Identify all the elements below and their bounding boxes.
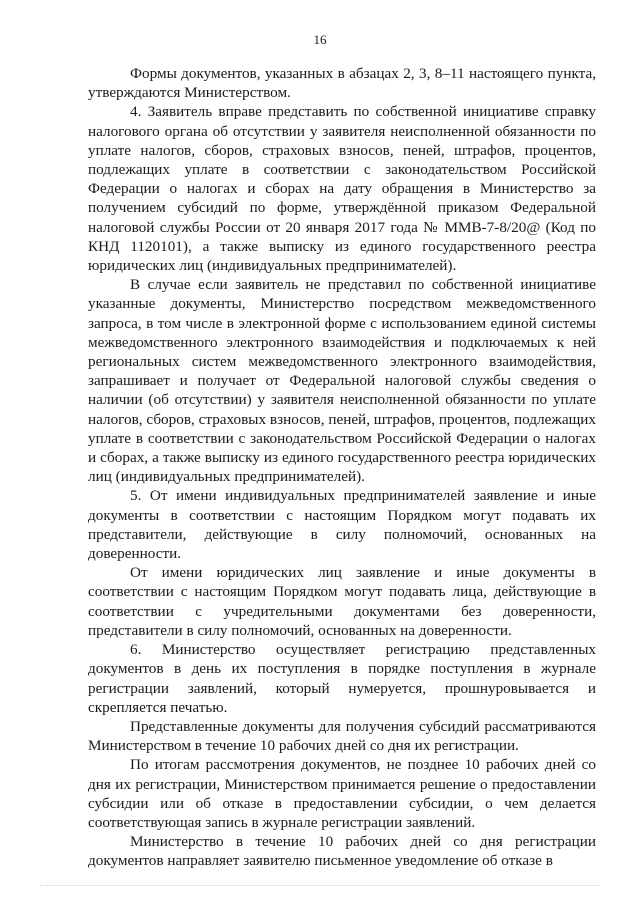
paragraph-legal-entities: От имени юридических лиц заявление и иные документы в соответствии с настоящим Порядком могут подавать лица, действующие в соответствии с учредительными документами без доверенности, представители в силу полномочий, основанных на доверенности. <box>88 564 596 639</box>
document-body <box>88 64 596 871</box>
paragraph-notification: Министерство в течение 10 рабочих дней со дня регистрации документов направляет заявителю письменное уведомление об отказе в <box>88 833 596 870</box>
paragraph-decision: По итогам рассмотрения документов, не позднее 10 рабочих дней со дня их регистрации, Министерством принимается решение о предоставлении субсидии или об отказе в предоставлении субсидии, о чем делается соответствующая запись в журнале регистрации заявлений. <box>88 756 596 831</box>
paragraph-clause-5: 5. От имени индивидуальных предпринимателей заявление и иные документы в соответствии с настоящим Порядком могут подавать их представители, действующие в силу полномочий, основанных на доверенности. <box>88 487 596 563</box>
paragraph-review-period: Представленные документы для получения субсидий рассматриваются Министерством в течение 10 рабочих дней со дня их регистрации. <box>88 717 596 755</box>
paragraph-interagency-request: В случае если заявитель не представил по собственной инициативе указанные документы, Министерство посредством межведомственного запроса, в том числе в электронной форме с использованием единой системы межведомственного электронного взаимодействия и подключаемых к ней региональных систем межведомственного электронного взаимодействия, запрашивает и получает от Федеральной налоговой службы сведения о наличии (об отсутствии) у заявителя неисполненной обязанности по уплате налогов, сборов, страховых взносов, пеней, штрафов, процентов, подлежащих уплате в соответствии с законодательством Российской Федерации о налогах и сборах, а также выписку из единого государственного реестра юридических лиц (индивидуальных предпринимателей). <box>88 276 596 486</box>
page-number: 16 <box>313 32 327 47</box>
paragraph-clause-6: 6. Министерство осуществляет регистрацию представленных документов в день их поступления в порядке поступления в журнале регистрации заявлений, который нумеруется, прошнуровывается и скрепляется печатью. <box>88 641 596 716</box>
footer-divider <box>40 885 600 887</box>
paragraph-forms-approval: Формы документов, указанных в абзацах 2, 3, 8–11 настоящего пункта, утверждаются Министерством. <box>88 65 596 102</box>
paragraph-clause-4: 4. Заявитель вправе представить по собственной инициативе справку налогового органа об отсутствии у заявителя неисполненной обязанности по уплате налогов, сборов, страховых взносов, пеней, штрафов, процентов, подлежащих уплате в соответствии с законодательством Российской Федерации о налогах и сборах на дату обращения в Министерство за получением субсидий по форме, утверждённой приказом Федеральной налоговой службы России от 20 января 2017 года № ММВ-7-8/20@ (Код по КНД 1120101), а также выписку из единого государственного реестра юридических лиц (индивидуальных предпринимателей). <box>88 103 596 275</box>
